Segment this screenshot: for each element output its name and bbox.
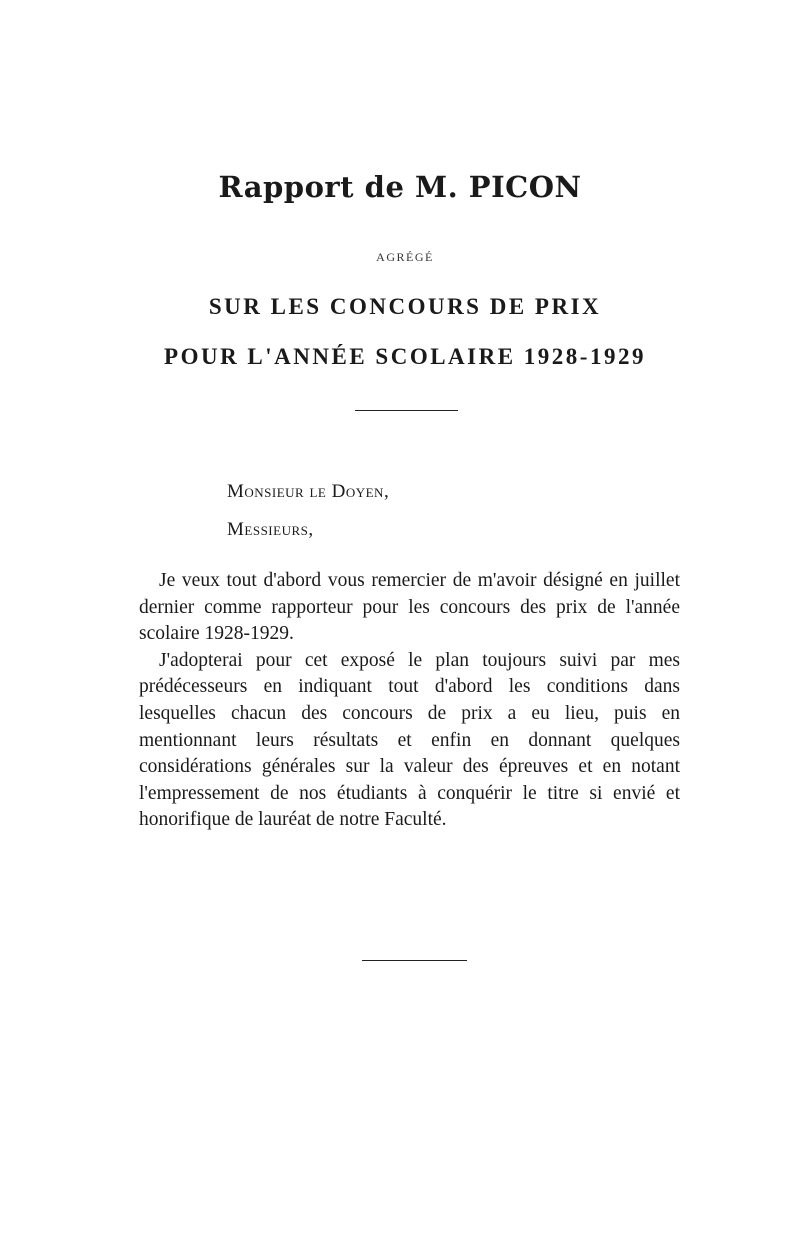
body-text <box>139 568 680 834</box>
end-divider <box>362 960 467 961</box>
report-title: Rapport de M. PICON <box>218 170 582 204</box>
salutation-gentlemen: Messieurs, <box>227 519 314 540</box>
salutation-dean: Monsieur le Doyen, <box>227 481 390 502</box>
author-rank: AGRÉGÉ <box>376 250 434 264</box>
paragraph-intro: Je veux tout d'abord vous remercier de m'avoir désigné en juillet dernier comme rapporteur pour les concours des prix de l'année scolaire 1928-1929. <box>139 570 680 645</box>
heading-line-1: SUR LES CONCOURS DE PRIX <box>208 294 602 319</box>
paragraph-plan: J'adopterai pour cet exposé le plan toujours suivi par mes prédécesseurs en indiquant tout d'abord les conditions dans lesquelles chacun des concours de prix a eu lieu, puis en mentionnant leurs résultats et enfin en donnant quelques considérations générales sur la valeur des épreuves et en notant l'empressement de nos étudiants à conquérir le titre si envié et honorifique de lauréat de notre Faculté. <box>139 649 680 831</box>
heading-line-2: POUR L'ANNÉE SCOLAIRE 1928-1929 <box>164 344 646 369</box>
section-divider <box>355 410 458 411</box>
